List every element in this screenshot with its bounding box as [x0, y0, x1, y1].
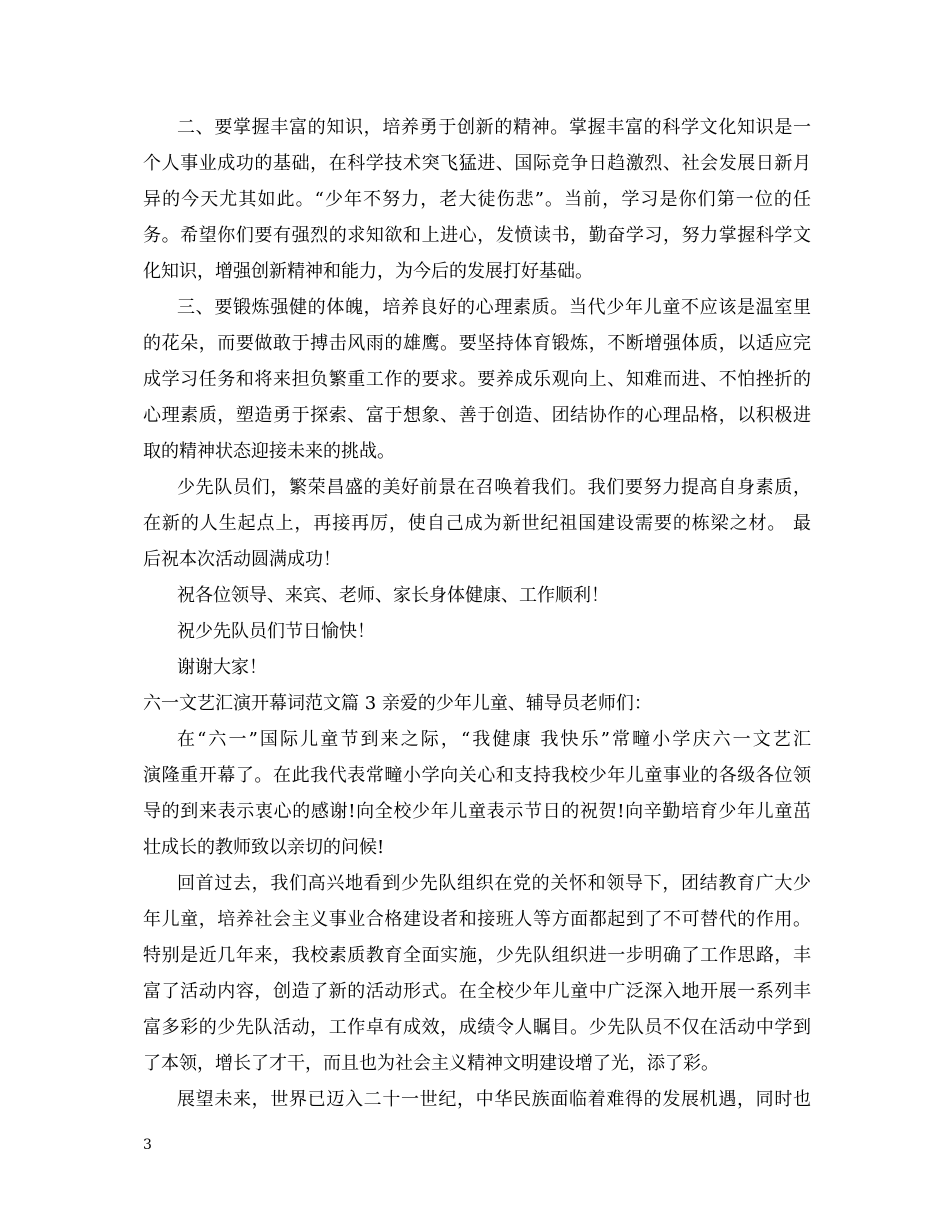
text-line: 化知识，增强创新精神和能力，为今后的发展打好基础。	[143, 261, 593, 282]
text-line: 壮成长的教师致以亲切的问候!	[143, 837, 385, 858]
text-line: 谢谢大家！	[177, 657, 267, 678]
text-line: 个人事业成功的基础，在科学技术突飞猛进、国际竞争日趋激烈、社会发展日新月	[143, 153, 811, 174]
text-line: 二、要掌握丰富的知识，培养勇于创新的精神。掌握丰富的科学文化知识是一	[177, 117, 811, 138]
text-line: 成学习任务和将来担负繁重工作的要求。要养成乐观向上、知难而进、不怕挫折的	[143, 369, 811, 390]
text-line: 后祝本次活动圆满成功！	[143, 549, 341, 570]
text-line: 导的到来表示衷心的感谢!向全校少年儿童表示节日的祝贺!向辛勤培育少年儿童茁	[143, 801, 811, 822]
text-line: 年儿童，培养社会主义事业合格建设者和接班人等方面都起到了不可替代的作用。	[143, 909, 811, 930]
text-line: 特别是近几年来，我校素质教育全面实施，少先队组织进一步明确了工作思路，丰	[143, 945, 811, 966]
text-line: 务。希望你们要有强烈的求知欲和上进心，发愤读书，勤奋学习，努力掌握科学文	[143, 225, 811, 246]
text-line: 异的今天尤其如此。“少年不努力，老大徒伤悲”。当前，学习是你们第一位的任	[143, 189, 811, 210]
text-line: 心理素质，塑造勇于探索、富于想象、善于创造、团结协作的心理品格，以积极进	[143, 405, 811, 426]
text-line: 回首过去，我们高兴地看到少先队组织在党的关怀和领导下，团结教育广大少	[177, 873, 811, 894]
text-line: 富了活动内容，创造了新的活动形式。在全校少年儿童中广泛深入地开展一系列丰	[143, 981, 811, 1002]
text-line: 三、要锻炼强健的体魄，培养良好的心理素质。当代少年儿童不应该是温室里	[177, 297, 811, 318]
text-line: 的花朵，而要做敢于搏击风雨的雄鹰。要坚持体育锻炼，不断增强体质，以适应完	[143, 333, 811, 354]
text-line: 祝各位领导、来宾、老师、家长身体健康、工作顺利！	[177, 585, 609, 606]
text-line: 富多彩的少先队活动，工作卓有成效，成绩令人瞩目。少先队员不仅在活动中学到	[143, 1017, 811, 1038]
text-line: 取的精神状态迎接未来的挑战。	[143, 441, 395, 462]
text-line: 演隆重开幕了。在此我代表常疃小学向关心和支持我校少年儿童事业的各级各位领	[143, 765, 811, 786]
text-line: 在“六一”国际儿童节到来之际，“我健康 我快乐”常疃小学庆六一文艺汇	[177, 729, 811, 750]
text-line: 了本领，增长了才干，而且也为社会主义精神文明建设增了光，添了彩。	[143, 1053, 719, 1074]
text-line: 展望未来，世界已迈入二十一世纪，中华民族面临着难得的发展机遇，同时也	[177, 1089, 811, 1110]
text-line: 少先队员们，繁荣昌盛的美好前景在召唤着我们。我们要努力提高自身素质，	[177, 477, 811, 498]
text-line: 祝少先队员们节日愉快！	[177, 621, 375, 642]
text-line: 在新的人生起点上，再接再厉，使自己成为新世纪祖国建设需要的栋梁之材。 最	[143, 513, 811, 534]
page-number: 3	[143, 1137, 152, 1153]
document-body	[143, 110, 811, 1118]
text-line: 六一文艺汇演开幕词范文篇 3 亲爱的少年儿童、辅导员老师们：	[143, 693, 652, 714]
